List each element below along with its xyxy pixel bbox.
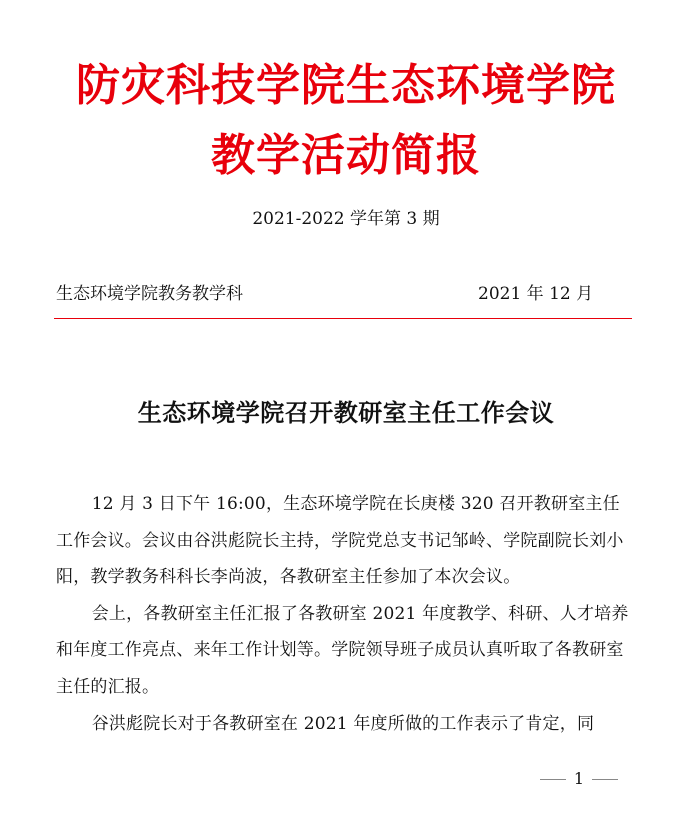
issuing-department: 生态环境学院教务教学科 — [56, 284, 243, 304]
article-headline: 生态环境学院召开教研室主任工作会议 — [137, 398, 555, 427]
masthead-title: 防灾科技学院生态环境学院 — [76, 60, 616, 111]
page-footer — [540, 768, 620, 792]
masthead-subtitle: 教学活动简报 — [211, 130, 481, 181]
issue-date: 2021 年 12 月 — [478, 284, 594, 304]
page-number: 1 — [573, 769, 585, 788]
red-divider-line — [54, 318, 632, 319]
issue-number: 2021-2022 学年第 3 期 — [252, 209, 440, 229]
paragraph: 会上，各教研室主任汇报了各教研室 2021 年度教学、科研、人才培养和年度工作亮点、来年工作计划等。学院领导班子成员认真听取了各教研室主任的汇报。 — [56, 603, 629, 697]
paragraph: 谷洪彪院长对于各教研室在 2021 年度所做的工作表示了肯定，同 — [91, 713, 595, 734]
paragraph: 12 月 3 日下午 16:00，生态环境学院在长庚楼 320 召开教研室主任工作会议。会议由谷洪彪院长主持，学院党总支书记邹岭、学院副院长刘小阳，教学教务科科长李尚波，各教研室主任参加了本次会议。 — [56, 494, 624, 588]
footer-dash-right — [592, 779, 618, 780]
footer-dash-left — [540, 779, 566, 780]
article-body — [56, 486, 632, 742]
